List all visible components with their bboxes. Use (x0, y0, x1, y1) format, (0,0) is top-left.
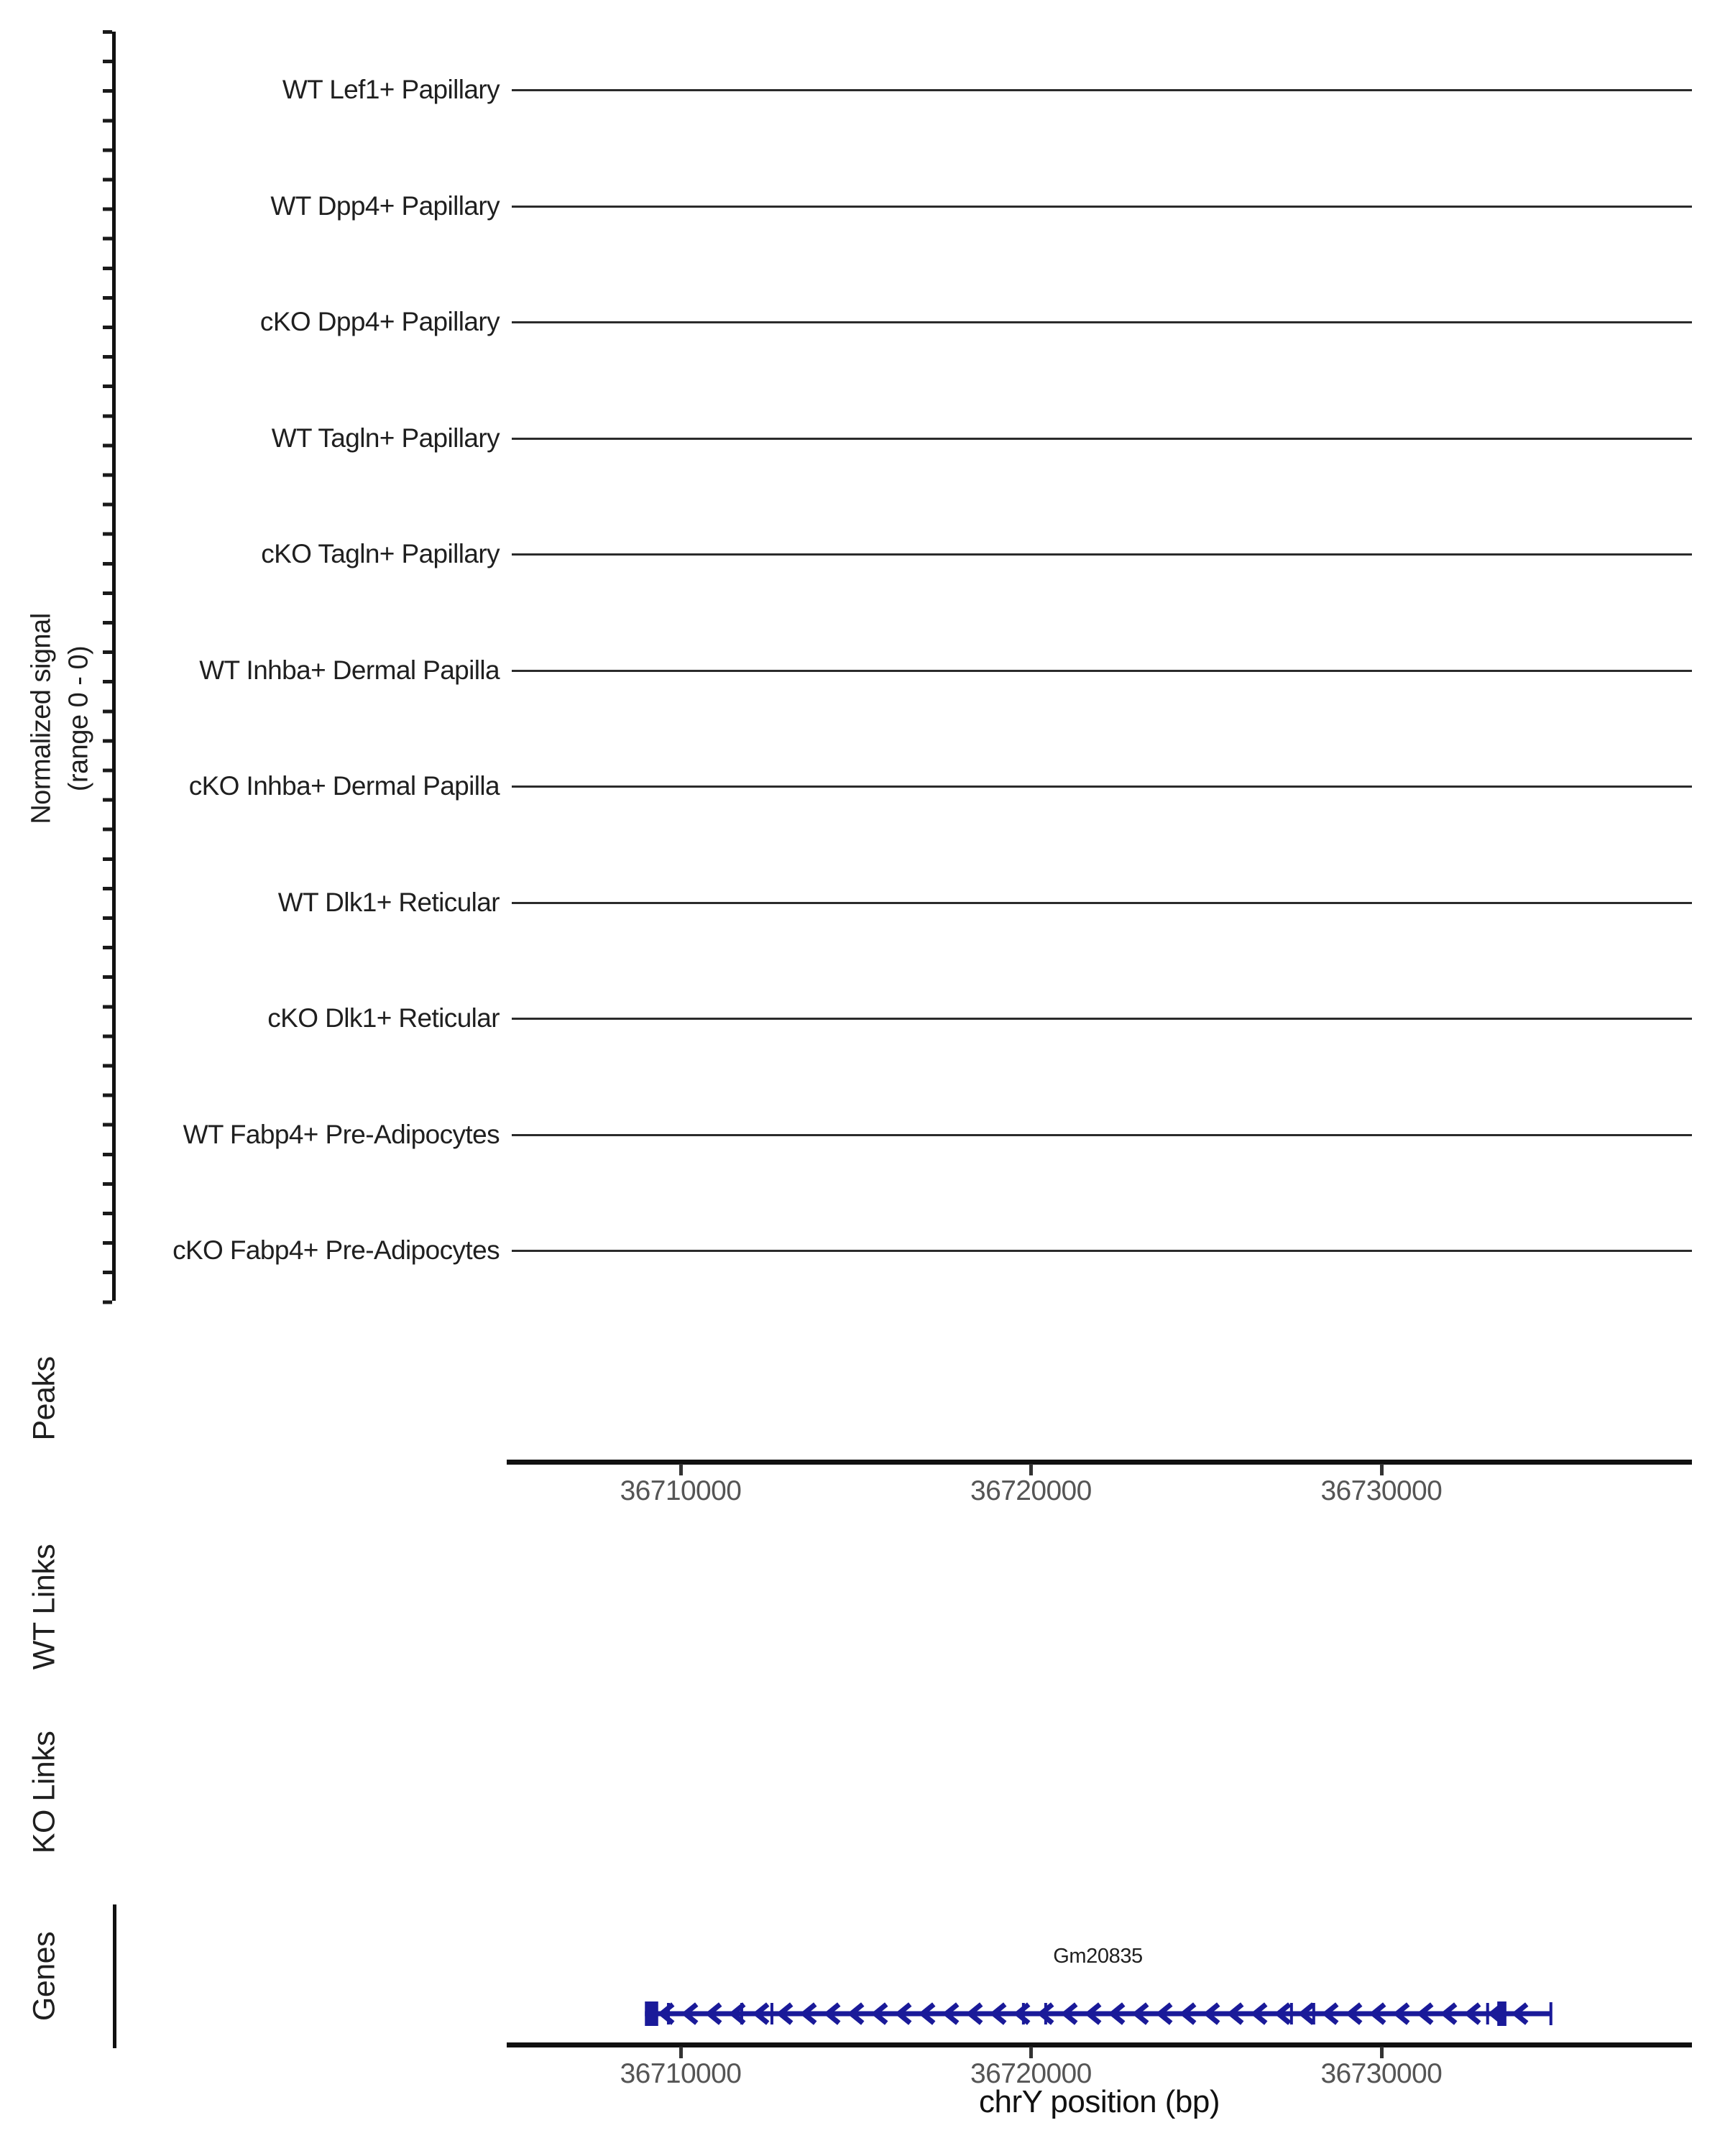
track-label: cKO Inhba+ Dermal Papilla (188, 771, 500, 801)
axis-tick (1029, 1464, 1033, 1475)
wt-links-section-label: WT Links (27, 1544, 62, 1670)
axis-tick (1380, 1464, 1384, 1475)
track-signal-line (512, 321, 1692, 323)
gene-model (0, 1933, 1725, 2055)
exon-tick (1312, 2003, 1315, 2024)
axis-tick-label: 36720000 (970, 2058, 1092, 2089)
track-signal-line (512, 206, 1692, 208)
track-label: WT Lef1+ Papillary (282, 75, 500, 104)
exon-tick (1486, 2003, 1489, 2024)
track-signal-line (512, 1018, 1692, 1020)
exon-tick (667, 2003, 670, 2024)
x-axis-title: chrY position (bp) (978, 2084, 1220, 2119)
track-signal-line (512, 1250, 1692, 1252)
track-label: WT Inhba+ Dermal Papilla (199, 655, 500, 685)
exon-tick (1044, 2003, 1047, 2024)
track-label: WT Tagln+ Papillary (271, 423, 500, 453)
track-label: cKO Dpp4+ Papillary (259, 307, 500, 336)
axis-tick (679, 2047, 683, 2058)
track-signal-line (512, 1134, 1692, 1136)
track-label: WT Dpp4+ Papillary (270, 190, 500, 221)
axis-tick-label: 36730000 (1320, 2058, 1443, 2089)
genes-section-label: Genes (27, 1931, 62, 2022)
track-signal-line (512, 670, 1692, 672)
track-label: WT Fabp4+ Pre-Adipocytes (183, 1119, 500, 1149)
track-signal-line (512, 902, 1692, 904)
axis-tick-label: 36720000 (970, 1475, 1092, 1506)
signal-ylabel-line2: (range 0 - 0) (63, 645, 94, 792)
track-signal-line (512, 553, 1692, 556)
axis-tick-label: 36710000 (620, 2058, 742, 2089)
track-signal-line (512, 438, 1692, 440)
exon-tick (1290, 2003, 1293, 2024)
axis-tick (679, 1464, 683, 1475)
axis-tick-label: 36730000 (1320, 1475, 1443, 1506)
track-signal-line (512, 786, 1692, 788)
exon-tick (740, 2003, 743, 2024)
exon-block (645, 2001, 658, 2026)
track-label: cKO Fabp4+ Pre-Adipocytes (172, 1235, 500, 1265)
ko-links-section-label: KO Links (27, 1731, 62, 1854)
exon-block (1497, 2001, 1506, 2026)
axis-tick (1029, 2047, 1033, 2058)
gene-end-bar (1550, 2002, 1552, 2025)
track-signal-line (512, 89, 1692, 91)
axis-line (507, 1460, 1692, 1465)
axis-line (507, 2042, 1692, 2047)
track-label: WT Dlk1+ Reticular (277, 887, 500, 917)
gene-label: Gm20835 (1053, 1945, 1143, 1968)
exon-tick (770, 2003, 773, 2024)
peaks-section-label: Peaks (27, 1356, 62, 1441)
track-label: cKO Tagln+ Papillary (261, 539, 500, 568)
track-label: cKO Dlk1+ Reticular (267, 1003, 500, 1033)
exon-tick (1022, 2003, 1025, 2024)
axis-tick (1380, 2047, 1384, 2058)
axis-tick-label: 36710000 (620, 1475, 742, 1506)
signal-ylabel-line1: Normalized signal (26, 613, 57, 824)
